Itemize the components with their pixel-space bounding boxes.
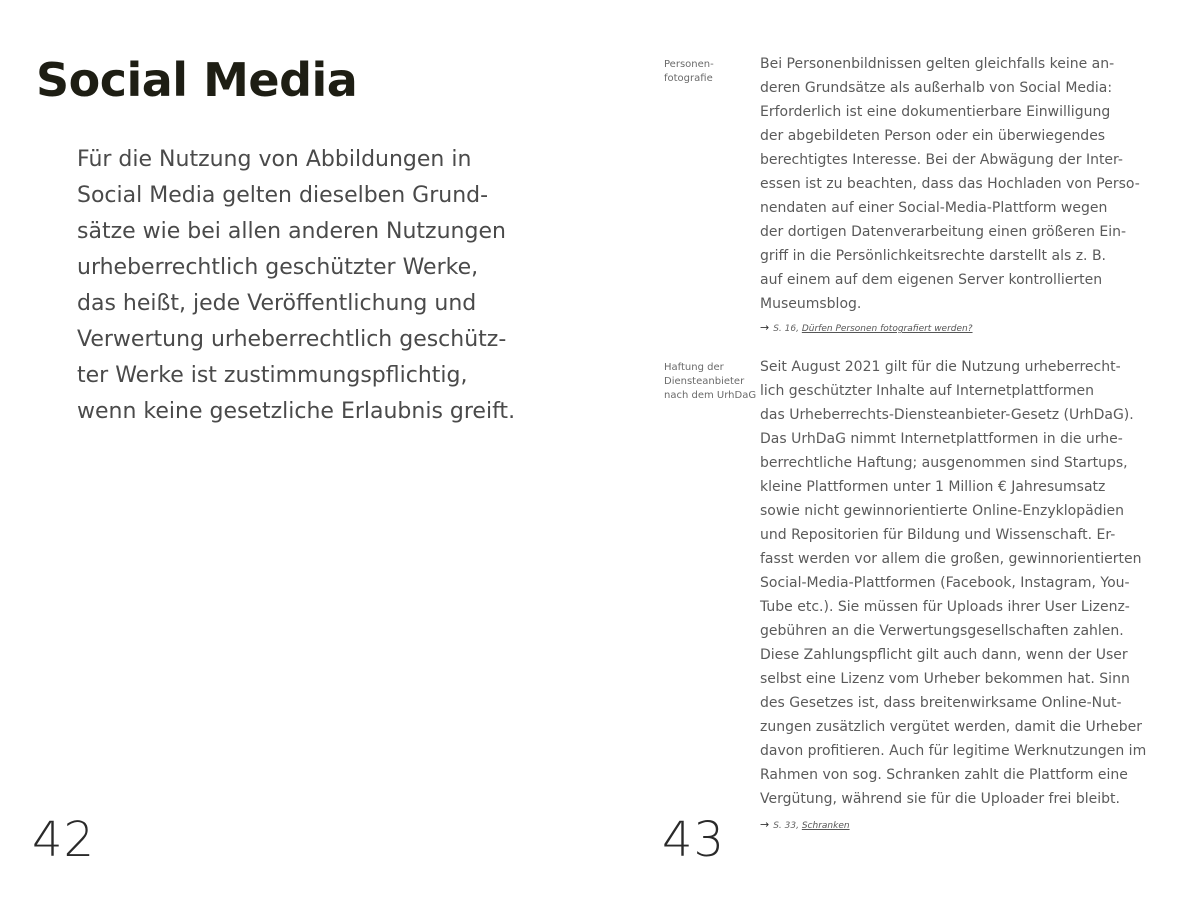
side-label-line: nach dem UrhDaG <box>664 390 757 401</box>
body-line: kleine Plattformen unter 1 Million € Jahresumsatz <box>760 479 1106 495</box>
cross-reference <box>760 819 850 832</box>
cross-reference <box>760 322 973 335</box>
intro-line: Für die Nutzung von Abbildungen in <box>77 147 472 172</box>
body-line: Diese Zahlungspflicht gilt auch dann, wenn der User <box>760 647 1128 663</box>
body-line: deren Grundsätze als außerhalb von Social Media: <box>760 80 1113 96</box>
side-label-line: Diensteanbieter <box>664 376 745 387</box>
arrow-right-icon: → <box>760 818 770 831</box>
body-line: nendaten auf einer Social-Media-Plattform wegen <box>760 200 1108 216</box>
intro-line: Verwertung urheberrechtlich geschütz- <box>77 327 507 352</box>
body-line: auf einem auf dem eigenen Server kontrollierten <box>760 272 1103 288</box>
right-page <box>600 0 1200 900</box>
body-line: essen ist zu beachten, dass das Hochladen von Perso- <box>760 176 1140 192</box>
body-line: und Repositorien für Bildung und Wissenschaft. Er- <box>760 527 1116 543</box>
crossref-link[interactable]: Dürfen Personen fotografiert werden? <box>801 324 973 334</box>
intro-line: ter Werke ist zustimmungspflichtig, <box>77 363 468 388</box>
section-body <box>760 52 1180 316</box>
intro-line: wenn keine gesetzliche Erlaubnis greift. <box>77 399 516 424</box>
page-number-left: 42 <box>32 812 96 868</box>
intro-line: sätze wie bei allen anderen Nutzungen <box>77 219 506 244</box>
body-line: Erforderlich ist eine dokumentierbare Einwilligung <box>760 104 1111 120</box>
body-line: selbst eine Lizenz vom Urheber bekommen hat. Sinn <box>760 671 1130 687</box>
side-label-line: Personen- <box>664 59 714 70</box>
arrow-right-icon: → <box>760 321 770 334</box>
body-line: davon profitieren. Auch für legitime Werknutzungen im <box>760 743 1147 759</box>
section-body <box>760 355 1180 811</box>
body-line: der abgebildeten Person oder ein überwiegendes <box>760 128 1106 144</box>
body-line: Vergütung, während sie für die Uploader frei bleibt. <box>760 791 1120 807</box>
intro-line: urheberrechtlich geschützter Werke, <box>77 255 479 280</box>
crossref-page: S. 16, <box>773 324 799 334</box>
body-line: fasst werden vor allem die großen, gewinnorientierten <box>760 551 1142 567</box>
body-line: Bei Personenbildnissen gelten gleichfalls keine an- <box>760 56 1115 72</box>
body-line: der dortigen Datenverarbeitung einen größeren Ein- <box>760 224 1127 240</box>
intro-line: das heißt, jede Veröffentlichung und <box>77 291 477 316</box>
body-line: Social-Media-Plattformen (Facebook, Instagram, You- <box>760 575 1130 591</box>
intro-paragraph <box>77 142 557 430</box>
body-line: Tube etc.). Sie müssen für Uploads ihrer User Lizenz- <box>760 599 1130 615</box>
body-line: griff in die Persönlichkeitsrechte darstellt als z. B. <box>760 248 1107 264</box>
side-label-line: fotografie <box>664 73 713 84</box>
body-line: zungen zusätzlich vergütet werden, damit die Urheber <box>760 719 1142 735</box>
page-number-right: 43 <box>662 812 726 868</box>
page-title: Social Media <box>36 53 358 107</box>
body-line: Rahmen von sog. Schranken zahlt die Plattform eine <box>760 767 1128 783</box>
body-line: Seit August 2021 gilt für die Nutzung urheberrecht- <box>760 359 1121 375</box>
side-label <box>664 361 756 403</box>
crossref-link[interactable]: Schranken <box>801 821 850 831</box>
body-line: Museumsblog. <box>760 296 862 312</box>
body-line: sowie nicht gewinnorientierte Online-Enzyklopädien <box>760 503 1124 519</box>
side-label <box>664 58 756 86</box>
body-line: berrechtliche Haftung; ausgenommen sind Startups, <box>760 455 1128 471</box>
crossref-page: S. 33, <box>773 821 799 831</box>
body-line: gebühren an die Verwertungsgesellschaften zahlen. <box>760 623 1124 639</box>
body-line: lich geschützter Inhalte auf Internetplattformen <box>760 383 1094 399</box>
body-line: berechtigtes Interesse. Bei der Abwägung der Inter- <box>760 152 1123 168</box>
body-line: das Urheberrechts-Diensteanbieter-Gesetz (UrhDaG). <box>760 407 1134 423</box>
intro-line: Social Media gelten dieselben Grund- <box>77 183 489 208</box>
body-line: Das UrhDaG nimmt Internetplattformen in die urhe- <box>760 431 1123 447</box>
side-label-line: Haftung der <box>664 362 724 373</box>
body-line: des Gesetzes ist, dass breitenwirksame Online-Nut- <box>760 695 1122 711</box>
